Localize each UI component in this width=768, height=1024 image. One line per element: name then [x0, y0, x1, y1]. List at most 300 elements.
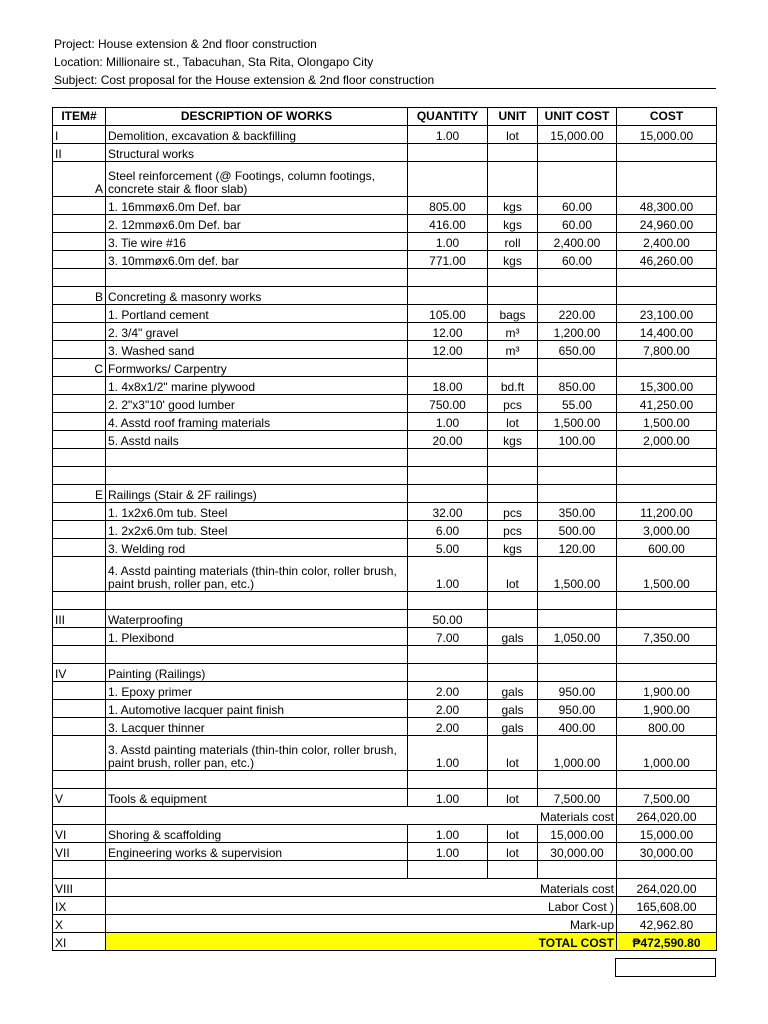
unit-cell	[488, 144, 538, 162]
table-row	[53, 664, 717, 682]
quantity-cell: 1.00	[408, 557, 488, 592]
table-row	[53, 789, 717, 807]
item-cell	[53, 682, 106, 700]
description-cell: 3. 10mmøx6.0m def. bar	[106, 251, 408, 269]
table-row	[53, 539, 717, 557]
table-row	[53, 503, 717, 521]
unit-cost-cell	[538, 287, 617, 305]
table-row	[53, 557, 717, 592]
unit-cost-cell: 60.00	[538, 215, 617, 233]
cost-cell	[617, 610, 717, 628]
unit-cost-cell: 220.00	[538, 305, 617, 323]
description-cell: 5. Asstd nails	[106, 431, 408, 449]
description-cell: Structural works	[106, 144, 408, 162]
quantity-cell	[408, 592, 488, 610]
quantity-cell: 1.00	[408, 413, 488, 431]
table-row	[53, 485, 717, 503]
item-cell	[53, 539, 106, 557]
quantity-cell: 416.00	[408, 215, 488, 233]
header-divider	[52, 88, 716, 89]
quantity-cell: 20.00	[408, 431, 488, 449]
item-cell	[53, 233, 106, 251]
quantity-cell: 7.00	[408, 628, 488, 646]
table-row	[53, 395, 717, 413]
table-row	[53, 162, 717, 197]
unit-cost-cell	[538, 771, 617, 789]
description-cell: 1. 4x8x1/2" marine plywood	[106, 377, 408, 395]
cost-cell: 3,000.00	[617, 521, 717, 539]
empty-cell	[53, 861, 106, 879]
item-cell	[53, 718, 106, 736]
cost-cell: 1,900.00	[617, 682, 717, 700]
quantity-cell	[408, 449, 488, 467]
unit-cost-cell: 500.00	[538, 521, 617, 539]
table-row	[53, 736, 717, 771]
quantity-cell: 105.00	[408, 305, 488, 323]
description-cell	[106, 449, 408, 467]
quantity-cell: 805.00	[408, 197, 488, 215]
item-cell	[53, 162, 106, 197]
unit-cost-cell	[538, 467, 617, 485]
unit-cell	[488, 610, 538, 628]
unit-cost-cell	[538, 664, 617, 682]
unit-cell	[488, 771, 538, 789]
item-cell	[53, 323, 106, 341]
quantity-cell: 1.00	[408, 825, 488, 843]
description-cell: 2. 3/4" gravel	[106, 323, 408, 341]
description-cell: 4. Asstd roof framing materials	[106, 413, 408, 431]
cost-cell: 15,300.00	[617, 377, 717, 395]
summary-label: Mark-up	[106, 915, 617, 933]
total-cost-label: TOTAL COST	[106, 933, 617, 951]
quantity-cell	[408, 485, 488, 503]
col-header-unit-cost: UNIT COST	[538, 108, 617, 126]
item-cell	[53, 736, 106, 771]
cost-cell: 7,350.00	[617, 628, 717, 646]
unit-cell: gals	[488, 718, 538, 736]
table-row	[53, 646, 717, 664]
unit-cost-cell	[538, 485, 617, 503]
unit-cost-cell: 60.00	[538, 251, 617, 269]
cost-cell: 1,500.00	[617, 557, 717, 592]
unit-cost-cell	[538, 162, 617, 197]
description-cell: 1. Epoxy primer	[106, 682, 408, 700]
description-cell: 3. Welding rod	[106, 539, 408, 557]
unit-cell: kgs	[488, 539, 538, 557]
cost-cell	[617, 664, 717, 682]
unit-cell: m³	[488, 341, 538, 359]
cost-cell: 2,000.00	[617, 431, 717, 449]
quantity-cell: 32.00	[408, 503, 488, 521]
unit-cost-cell	[538, 359, 617, 377]
description-cell: 1. Plexibond	[106, 628, 408, 646]
table-row	[53, 449, 717, 467]
unit-cost-cell: 120.00	[538, 539, 617, 557]
item-cell	[53, 521, 106, 539]
cost-cell	[617, 359, 717, 377]
total-cost-row	[53, 933, 717, 951]
item-cell	[53, 646, 106, 664]
table-row	[53, 126, 717, 144]
unit-cell: gals	[488, 628, 538, 646]
table-row	[53, 215, 717, 233]
description-cell: Railings (Stair & 2F railings)	[106, 485, 408, 503]
cost-cell: 24,960.00	[617, 215, 717, 233]
empty-cell	[106, 861, 408, 879]
unit-cell	[488, 485, 538, 503]
empty-cell	[408, 861, 488, 879]
unit-cell: kgs	[488, 251, 538, 269]
table-row	[53, 197, 717, 215]
unit-cost-cell	[538, 269, 617, 287]
unit-cost-cell	[538, 449, 617, 467]
unit-cost-cell: 950.00	[538, 700, 617, 718]
item-cell	[53, 700, 106, 718]
quantity-cell: 6.00	[408, 521, 488, 539]
unit-cost-cell: 350.00	[538, 503, 617, 521]
unit-cell: lot	[488, 843, 538, 861]
quantity-cell: 12.00	[408, 323, 488, 341]
table-row	[53, 341, 717, 359]
description-cell: Waterproofing	[106, 610, 408, 628]
col-header-unit: UNIT	[488, 108, 538, 126]
total-item-number: XI	[53, 933, 106, 951]
materials-subtotal-value: 264,020.00	[617, 807, 717, 825]
unit-cost-cell: 1,000.00	[538, 736, 617, 771]
unit-cell	[488, 449, 538, 467]
unit-cell: pcs	[488, 395, 538, 413]
quantity-cell	[408, 269, 488, 287]
unit-cost-cell	[538, 646, 617, 664]
unit-cost-cell	[538, 144, 617, 162]
unit-cell	[488, 664, 538, 682]
empty-cell	[538, 861, 617, 879]
item-letter: A	[94, 182, 103, 196]
item-cell	[53, 341, 106, 359]
item-number: I	[55, 129, 59, 143]
table-row	[53, 521, 717, 539]
description-cell: 1. 1x2x6.0m tub. Steel	[106, 503, 408, 521]
unit-cell: pcs	[488, 503, 538, 521]
quantity-cell	[408, 144, 488, 162]
cost-cell	[617, 467, 717, 485]
col-header-cost: COST	[617, 108, 717, 126]
cost-cell	[617, 269, 717, 287]
cost-cell: 23,100.00	[617, 305, 717, 323]
cost-cell	[617, 592, 717, 610]
table-row	[53, 251, 717, 269]
cost-cell: 600.00	[617, 539, 717, 557]
cost-cell	[617, 144, 717, 162]
quantity-cell: 1.00	[408, 736, 488, 771]
table-row	[53, 771, 717, 789]
summary-value: 42,962.80	[617, 915, 717, 933]
description-cell	[106, 467, 408, 485]
quantity-cell: 1.00	[408, 126, 488, 144]
summary-label: Materials cost	[106, 879, 617, 897]
unit-cell: kgs	[488, 431, 538, 449]
cost-cell: 48,300.00	[617, 197, 717, 215]
description-cell: Steel reinforcement (@ Footings, column footings, concrete stair & floor slab)	[106, 162, 408, 197]
col-header-description: DESCRIPTION OF WORKS	[106, 108, 408, 126]
description-cell: Shoring & scaffolding	[106, 825, 408, 843]
cost-cell: 800.00	[617, 718, 717, 736]
table-row	[53, 144, 717, 162]
unit-cost-cell: 650.00	[538, 341, 617, 359]
description-cell: 2. 12mmøx6.0m Def. bar	[106, 215, 408, 233]
cost-cell: 1,000.00	[617, 736, 717, 771]
item-cell	[53, 197, 106, 215]
description-cell: 4. Asstd painting materials (thin-thin color, roller brush, paint brush, roller pan, etc.)	[106, 557, 408, 592]
description-cell	[106, 646, 408, 664]
table-row	[53, 305, 717, 323]
project-line: Project: House extension & 2nd floor construction	[54, 37, 317, 51]
quantity-cell: 2.00	[408, 682, 488, 700]
unit-cell	[488, 646, 538, 664]
description-cell: 3. Tie wire #16	[106, 233, 408, 251]
cost-cell	[617, 287, 717, 305]
description-cell: Painting (Railings)	[106, 664, 408, 682]
table-row	[53, 269, 717, 287]
unit-cell: pcs	[488, 521, 538, 539]
cost-cell: 7,500.00	[617, 789, 717, 807]
unit-cost-cell: 1,500.00	[538, 557, 617, 592]
unit-cost-cell: 1,500.00	[538, 413, 617, 431]
item-cell	[53, 449, 106, 467]
unit-cell: bags	[488, 305, 538, 323]
cost-cell	[617, 485, 717, 503]
blank-row	[53, 861, 717, 879]
unit-cost-cell: 15,000.00	[538, 825, 617, 843]
summary-item-number: IX	[53, 897, 106, 915]
item-cell	[53, 664, 106, 682]
item-cell	[53, 395, 106, 413]
item-number: V	[55, 792, 64, 806]
empty-cell	[617, 861, 717, 879]
description-cell: 1. 16mmøx6.0m Def. bar	[106, 197, 408, 215]
description-cell: 3. Washed sand	[106, 341, 408, 359]
item-cell: VII	[53, 843, 106, 861]
summary-row	[53, 897, 717, 915]
description-cell: Concreting & masonry works	[106, 287, 408, 305]
item-cell	[53, 557, 106, 592]
description-cell: 3. Asstd painting materials (thin-thin color, roller brush, paint brush, roller pan, etc.)	[106, 736, 408, 771]
unit-cell	[488, 287, 538, 305]
summary-row	[53, 915, 717, 933]
table-row	[53, 233, 717, 251]
quantity-cell: 1.00	[408, 843, 488, 861]
cost-cell: 41,250.00	[617, 395, 717, 413]
item-number: II	[55, 147, 62, 161]
quantity-cell: 1.00	[408, 233, 488, 251]
cost-cell	[617, 646, 717, 664]
item-cell	[53, 215, 106, 233]
item-cell	[53, 789, 106, 807]
location-line: Location: Millionaire st., Tabacuhan, Sta Rita, Olongapo City	[54, 55, 374, 69]
unit-cost-cell: 100.00	[538, 431, 617, 449]
item-letter: E	[94, 488, 103, 502]
description-cell: 2. 2"x3"10' good lumber	[106, 395, 408, 413]
subject-line: Subject: Cost proposal for the House extension & 2nd floor construction	[54, 73, 435, 87]
item-cell	[53, 628, 106, 646]
quantity-cell: 5.00	[408, 539, 488, 557]
item-letter: C	[94, 362, 103, 376]
unit-cell: roll	[488, 233, 538, 251]
table-row	[53, 359, 717, 377]
cost-cell: 1,900.00	[617, 700, 717, 718]
unit-cell: lot	[488, 413, 538, 431]
table-row	[53, 467, 717, 485]
table-row	[53, 323, 717, 341]
item-cell	[53, 251, 106, 269]
quantity-cell	[408, 646, 488, 664]
summary-label: Labor Cost )	[106, 897, 617, 915]
description-cell: Engineering works & supervision	[106, 843, 408, 861]
description-cell	[106, 269, 408, 287]
table-row	[53, 843, 717, 861]
unit-cell	[488, 592, 538, 610]
unit-cell	[488, 162, 538, 197]
cost-cell: 2,400.00	[617, 233, 717, 251]
cost-table	[52, 107, 717, 951]
item-cell	[53, 305, 106, 323]
quantity-cell: 750.00	[408, 395, 488, 413]
table-row	[53, 287, 717, 305]
summary-value: 165,608.00	[617, 897, 717, 915]
unit-cell	[488, 269, 538, 287]
item-cell	[53, 359, 106, 377]
table-header-row	[53, 108, 717, 126]
cost-cell	[617, 449, 717, 467]
unit-cell: gals	[488, 682, 538, 700]
quantity-cell	[408, 287, 488, 305]
empty-cell	[488, 861, 538, 879]
quantity-cell	[408, 771, 488, 789]
quantity-cell: 1.00	[408, 789, 488, 807]
summary-value: 264,020.00	[617, 879, 717, 897]
unit-cost-cell: 60.00	[538, 197, 617, 215]
materials-subtotal-row	[53, 807, 717, 825]
table-row	[53, 718, 717, 736]
item-cell	[53, 431, 106, 449]
unit-cell: kgs	[488, 215, 538, 233]
quantity-cell	[408, 664, 488, 682]
unit-cell: kgs	[488, 197, 538, 215]
item-cell	[53, 592, 106, 610]
description-cell: Demolition, excavation & backfilling	[106, 126, 408, 144]
unit-cell	[488, 467, 538, 485]
summary-item-number: VIII	[53, 879, 106, 897]
table-row	[53, 682, 717, 700]
description-cell	[106, 592, 408, 610]
total-cost-value: ₱472,590.80	[617, 933, 717, 951]
quantity-cell	[408, 359, 488, 377]
description-cell: Formworks/ Carpentry	[106, 359, 408, 377]
summary-item-number: X	[53, 915, 106, 933]
item-cell	[53, 377, 106, 395]
unit-cell: gals	[488, 700, 538, 718]
table-row	[53, 377, 717, 395]
item-number: IV	[55, 667, 67, 681]
item-number: III	[55, 613, 66, 627]
item-cell: VI	[53, 825, 106, 843]
cost-cell: 14,400.00	[617, 323, 717, 341]
unit-cell: lot	[488, 126, 538, 144]
quantity-cell	[408, 162, 488, 197]
cost-cell	[617, 771, 717, 789]
item-cell	[53, 467, 106, 485]
item-cell	[53, 503, 106, 521]
cost-cell: 46,260.00	[617, 251, 717, 269]
item-letter: B	[94, 290, 103, 304]
quantity-cell: 2.00	[408, 718, 488, 736]
table-row	[53, 628, 717, 646]
cost-cell: 11,200.00	[617, 503, 717, 521]
unit-cost-cell: 30,000.00	[538, 843, 617, 861]
unit-cost-cell: 1,050.00	[538, 628, 617, 646]
table-row	[53, 610, 717, 628]
description-cell: 3. Lacquer thinner	[106, 718, 408, 736]
cost-cell: 15,000.00	[617, 825, 717, 843]
unit-cost-cell: 2,400.00	[538, 233, 617, 251]
item-cell	[53, 287, 106, 305]
item-cell	[53, 269, 106, 287]
unit-cell: lot	[488, 736, 538, 771]
unit-cost-cell: 850.00	[538, 377, 617, 395]
description-cell: 1. Automotive lacquer paint finish	[106, 700, 408, 718]
quantity-cell: 18.00	[408, 377, 488, 395]
unit-cell: lot	[488, 825, 538, 843]
unit-cell: lot	[488, 557, 538, 592]
table-row	[53, 413, 717, 431]
description-cell: 1. Portland cement	[106, 305, 408, 323]
item-cell	[53, 485, 106, 503]
col-header-quantity: QUANTITY	[408, 108, 488, 126]
quantity-cell: 50.00	[408, 610, 488, 628]
summary-row	[53, 879, 717, 897]
footer-empty-box	[615, 958, 716, 977]
materials-subtotal-label: Materials cost	[106, 807, 617, 825]
quantity-cell: 2.00	[408, 700, 488, 718]
item-cell	[53, 771, 106, 789]
unit-cost-cell: 55.00	[538, 395, 617, 413]
item-cell	[53, 126, 106, 144]
unit-cell: bd.ft	[488, 377, 538, 395]
table-row	[53, 431, 717, 449]
col-header-item: ITEM#	[53, 108, 106, 126]
empty-cell	[53, 807, 106, 825]
quantity-cell	[408, 467, 488, 485]
item-cell	[53, 413, 106, 431]
description-cell	[106, 771, 408, 789]
description-cell: Tools & equipment	[106, 789, 408, 807]
unit-cell: m³	[488, 323, 538, 341]
unit-cost-cell: 15,000.00	[538, 126, 617, 144]
quantity-cell: 12.00	[408, 341, 488, 359]
cost-cell: 7,800.00	[617, 341, 717, 359]
table-row	[53, 592, 717, 610]
quantity-cell: 771.00	[408, 251, 488, 269]
unit-cost-cell: 400.00	[538, 718, 617, 736]
unit-cost-cell: 7,500.00	[538, 789, 617, 807]
cost-cell	[617, 162, 717, 197]
unit-cost-cell: 950.00	[538, 682, 617, 700]
unit-cell: lot	[488, 789, 538, 807]
unit-cost-cell	[538, 610, 617, 628]
description-cell: 1. 2x2x6.0m tub. Steel	[106, 521, 408, 539]
item-cell	[53, 144, 106, 162]
item-cell	[53, 610, 106, 628]
